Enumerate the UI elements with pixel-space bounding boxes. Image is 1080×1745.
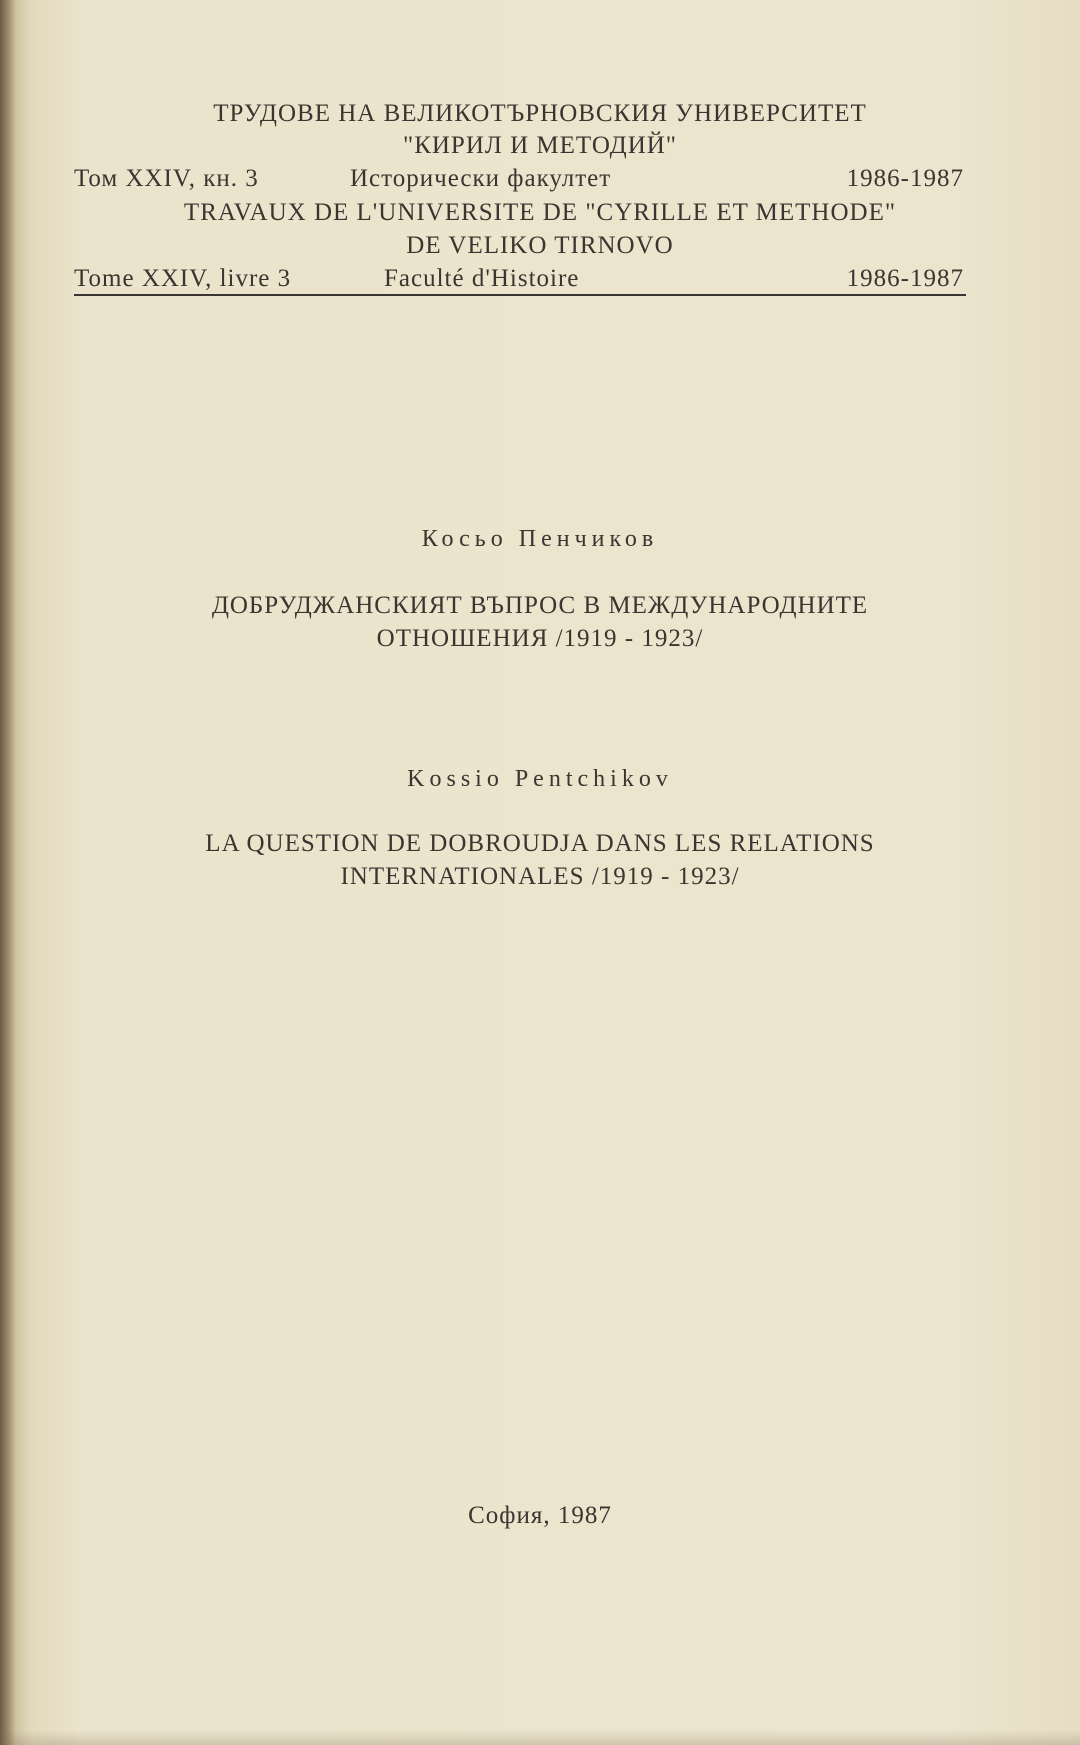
volume-fr: Tome XXIV, livre 3: [74, 265, 292, 292]
article-title-fr-line2: INTERNATIONALES /1919 - 1923/: [340, 863, 740, 890]
university-name-bg: "КИРИЛ И МЕТОДИЙ": [402, 132, 678, 159]
article-title-bg-line2: ОТНОШЕНИЯ /1919 - 1923/: [376, 625, 704, 652]
series-title-bg: ТРУДОВЕ НА ВЕЛИКОТЪРНОВСКИЯ УНИВЕРСИТЕТ: [213, 100, 867, 127]
faculty-bg: Исторически факултет: [350, 165, 612, 192]
article-title-fr-line1: LA QUESTION DE DOBROUDJA DANS LES RELATIONS: [205, 830, 875, 857]
volume-row-fr: [74, 265, 964, 297]
page-bottom-shadow: [0, 1730, 1080, 1745]
faculty-fr: Faculté d'Histoire: [384, 265, 580, 292]
author-bg: Косьо Пенчиков: [421, 526, 659, 552]
volume-row-bg: [74, 165, 964, 197]
years-fr: 1986-1987: [846, 265, 964, 292]
author-fr: Kossio Pentchikov: [407, 766, 673, 792]
university-place-fr: DE VELIKO TIRNOVO: [406, 232, 674, 259]
years-bg: 1986-1987: [846, 165, 964, 192]
imprint: София, 1987: [468, 1502, 612, 1529]
header-rule: [74, 294, 966, 296]
volume-bg: Том XXIV, кн. 3: [74, 165, 259, 192]
article-title-bg-line1: ДОБРУДЖАНСКИЯТ ВЪПРОС В МЕЖДУНАРОДНИТЕ: [211, 592, 869, 619]
series-title-fr: TRAVAUX DE L'UNIVERSITE DE "CYRILLE ET METHODE": [183, 199, 897, 226]
